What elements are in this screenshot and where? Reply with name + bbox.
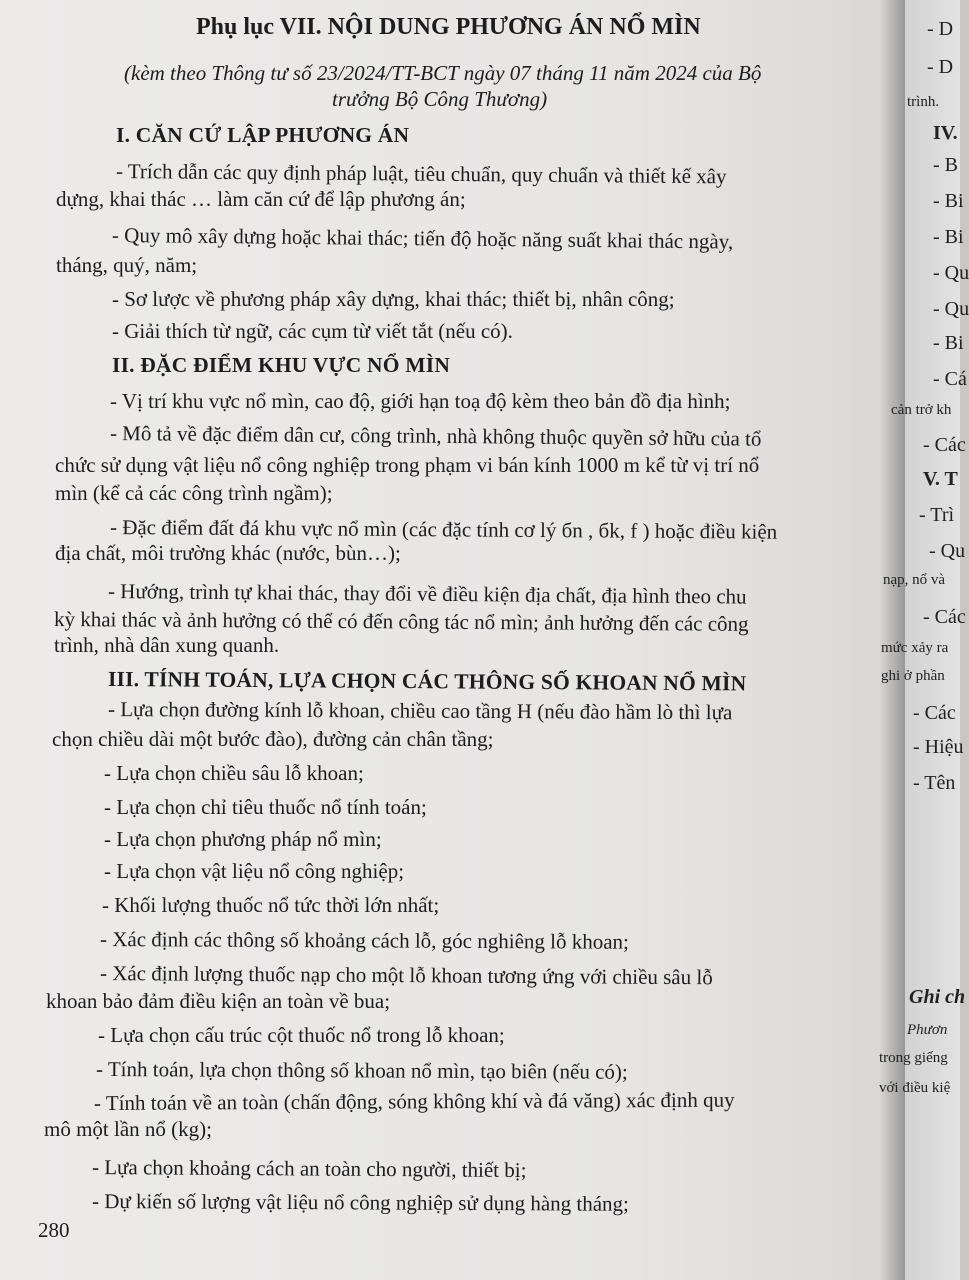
body-line: - Hướng, trình tự khai thác, thay đổi về điều kiện địa chất, địa hình theo chu <box>107 579 747 609</box>
facing-fragment: - Các <box>923 434 966 456</box>
body-line: địa chất, môi trường khác (nước, bùn…); <box>55 541 401 565</box>
facing-fragment: với điều kiệ <box>879 1080 951 1096</box>
document-subtitle-line: (kèm theo Thông tư số 23/2024/TT-BCT ngày 07 tháng 11 năm 2024 của Bộ <box>124 61 762 85</box>
body-line: - Lựa chọn cấu trúc cột thuốc nổ trong lỗ khoan; <box>98 1023 505 1047</box>
section-heading: I. CĂN CỨ LẬP PHƯƠNG ÁN <box>116 123 410 147</box>
body-line: khoan bảo đảm điều kiện an toàn về bua; <box>46 989 391 1013</box>
facing-fragment: trong giếng <box>879 1050 948 1066</box>
body-line: - Lựa chọn khoảng cách an toàn cho người, thiết bị; <box>91 1155 527 1183</box>
facing-page <box>879 0 969 1280</box>
body-line: trình, nhà dân xung quanh. <box>54 633 280 657</box>
body-line: - Dự kiến số lượng vật liệu nổ công nghiệp sử dụng hàng tháng; <box>91 1189 629 1216</box>
facing-fragment: - Hiệu <box>913 736 964 758</box>
document-title: Phụ lục VII. NỘI DUNG PHƯƠNG ÁN NỔ MÌN <box>196 14 701 40</box>
facing-fragment: mức xảy ra <box>881 640 949 656</box>
body-line: - Giải thích từ ngữ, các cụm từ viết tắt (nếu có). <box>112 319 513 343</box>
facing-fragment: - D <box>927 56 954 78</box>
body-line: tháng, quý, năm; <box>56 253 198 277</box>
body-line: - Trích dẫn các quy định pháp luật, tiêu chuẩn, quy chuẩn và thiết kế xây <box>115 159 727 189</box>
facing-fragment: - Cá <box>933 368 967 390</box>
body-line: - Sơ lược về phương pháp xây dựng, khai thác; thiết bị, nhân công; <box>112 287 675 311</box>
body-line: - Mô tả về đặc điểm dân cư, công trình, nhà không thuộc quyền sở hữu của tổ <box>109 421 762 451</box>
body-line: - Lựa chọn đường kính lỗ khoan, chiều cao tầng H (nếu đào hầm lò thì lựa <box>107 697 733 725</box>
body-line: - Lựa chọn chỉ tiêu thuốc nổ tính toán; <box>104 795 427 819</box>
facing-fragment: - Tên <box>913 772 956 794</box>
facing-fragment: Phươn <box>907 1022 948 1038</box>
body-line: mô một lần nổ (kg); <box>44 1117 212 1141</box>
body-line: - Tính toán về an toàn (chấn động, sóng không khí và đá văng) xác định quy <box>93 1087 735 1115</box>
facing-fragment: IV. <box>933 122 958 144</box>
body-line: mìn (kể cả các công trình ngầm); <box>55 481 333 505</box>
facing-fragment: - Các <box>913 702 956 724</box>
facing-fragment: trình. <box>907 94 940 110</box>
facing-fragment: - B <box>933 154 958 176</box>
facing-fragment: - Qu <box>929 540 966 562</box>
facing-fragment: Ghi ch <box>909 986 966 1008</box>
body-line: - Xác định lượng thuốc nạp cho một lỗ khoan tương ứng với chiều sâu lỗ <box>99 961 713 990</box>
facing-fragment: - Bi <box>933 332 964 354</box>
facing-fragment: - Bi <box>933 226 964 248</box>
facing-fragment: - D <box>927 18 954 40</box>
facing-fragment: - Bi <box>933 190 964 212</box>
facing-fragment: - Trì <box>919 504 955 526</box>
body-line: chức sử dụng vật liệu nổ công nghiệp trong phạm vi bán kính 1000 m kể từ vị trí nổ <box>55 453 760 477</box>
document-subtitle-line: trưởng Bộ Công Thương) <box>332 87 548 111</box>
body-line: - Quy mô xây dựng hoặc khai thác; tiến độ hoặc năng suất khai thác ngày, <box>111 223 734 254</box>
facing-fragment: - Qu <box>933 262 969 284</box>
facing-fragment: nạp, nổ và <box>883 572 946 588</box>
body-line: chọn chiều dài một bước đào), đường cản chân tầng; <box>52 727 494 751</box>
body-line: - Lựa chọn phương pháp nổ mìn; <box>104 827 382 851</box>
facing-fragment: ghi ở phần <box>881 668 945 684</box>
facing-fragment: - Qu <box>933 298 969 320</box>
body-line: - Khối lượng thuốc nổ tức thời lớn nhất; <box>102 893 440 917</box>
facing-fragment: V. T <box>923 468 958 490</box>
body-line: - Đặc điểm đất đá khu vực nổ mìn (các đặc tính cơ lý бn , бk, f ) hoặc điều kiện <box>109 515 778 544</box>
page-number: 280 <box>38 1218 70 1242</box>
body-line: - Lựa chọn vật liệu nổ công nghiệp; <box>104 859 405 883</box>
body-line: dựng, khai thác … làm căn cứ để lập phương án; <box>56 187 466 211</box>
body-line: kỳ khai thác và ảnh hưởng có thể có đến công tác nổ mìn; ảnh hưởng đến các công <box>53 607 749 636</box>
section-heading: II. ĐẶC ĐIỂM KHU VỰC NỔ MÌN <box>112 353 451 377</box>
body-line: - Vị trí khu vực nổ mìn, cao độ, giới hạn toạ độ kèm theo bản đồ địa hình; <box>110 389 731 413</box>
section-heading: III. TÍNH TOÁN, LỰA CHỌN CÁC THÔNG SỐ KHOAN NỔ MÌN <box>107 667 747 696</box>
body-line: - Xác định các thông số khoảng cách lỗ, góc nghiêng lỗ khoan; <box>99 927 629 954</box>
facing-fragment: - Các <box>923 606 966 628</box>
body-line: - Tính toán, lựa chọn thông số khoan nổ mìn, tạo biên (nếu có); <box>95 1057 628 1084</box>
facing-fragment: cản trở kh <box>891 402 952 418</box>
body-line: - Lựa chọn chiều sâu lỗ khoan; <box>104 761 364 785</box>
